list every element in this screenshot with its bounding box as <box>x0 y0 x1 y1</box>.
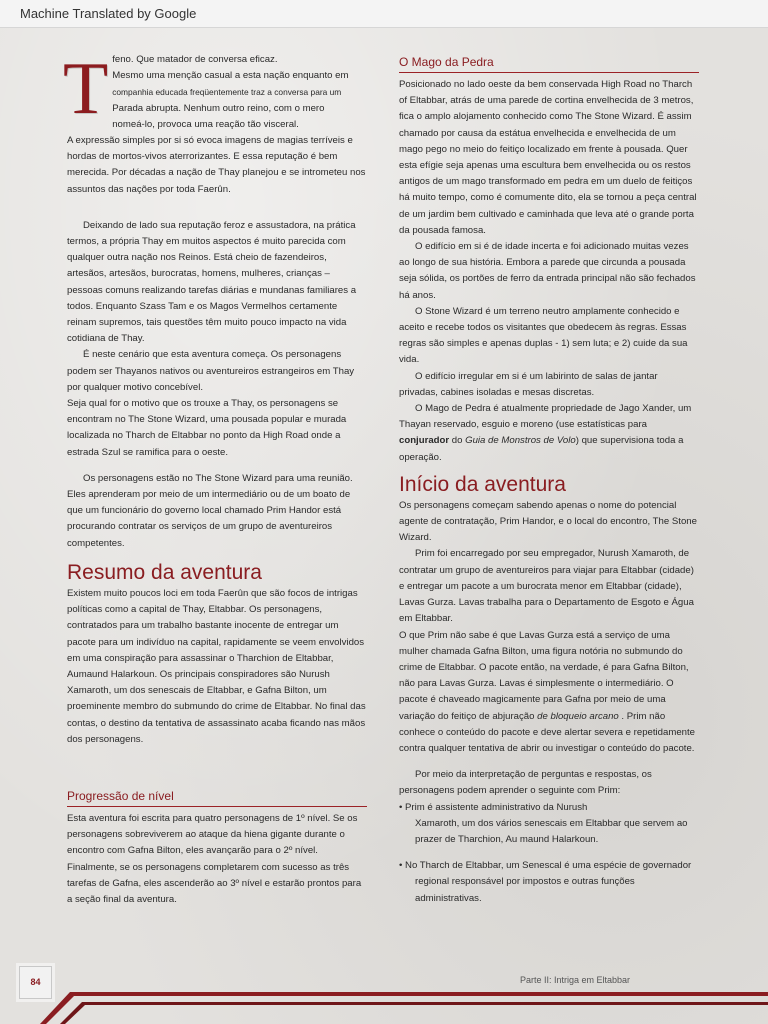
body-paragraph: O edifício em si é de idade incerta e foi adicionado muitas vezes ao longo de sua história. Embora a parede que circunda a pousada seja sólida, os portões de ferro da entrada principal não são fechados há anos. <box>399 241 696 301</box>
volo-guide-title: Guia de Monstros de Volo <box>465 435 576 447</box>
body-paragraph: Os personagens começam sabendo apenas o nome do potencial agente de contratação, Prim Handor, e o local do encontro, The Stone Wizard. <box>399 499 697 544</box>
intro-line: feno. Que matador de conversa eficaz. <box>112 54 278 65</box>
intro-line: nomeá-lo, provoca uma reação tão visceral. <box>112 118 299 130</box>
translation-banner <box>0 0 768 28</box>
section-title-inicio: Início da aventura <box>399 472 566 496</box>
spell-name: de bloqueio arcano <box>537 710 619 722</box>
body-paragraph: Deixando de lado sua reputação feroz e assustadora, na prática termos, a própria Thay em muitos aspectos é muito parecida com qualquer outra nação nos Reinos. Está cheio de fazendeiros, artesãos, artesãos, burocratas, homens, mulheres, crianças – pessoas comuns realizando tarefas diárias e mundanas familiares a todos. Enquanto Szass Tam e os Magos Vermelhos certamente reinam supremos, tais questões têm muito pouco impacto na vida cotidiana de Thay. <box>67 219 357 345</box>
banner-text: Machine Translated by Google <box>20 6 197 21</box>
bullet-item: • No Tharch de Eltabbar, um Senescal é uma espécie de governador <box>399 860 692 872</box>
body-paragraph: Existem muito poucos loci em toda Faerûn que são focos de intrigas políticas como a capital de Thay, Eltabbar. Os personagens, contratados para um trabalho bastante inocente de entregar um pacote para um indivíduo na capital, rapidamente se veem envolvidos em uma conspiração para assassinar o Tharchion de Eltabbar, Aumaund Halarkoun. Os principais conspiradores são Nurush Xamaroth, um dos senescais de Eltabbar, e Gafna Bilton, um proeminente membro do submundo do crime de Eltabbar. No final das contas, o destino da tentativa de assassinato acaba ficando nas mãos dos personagens. <box>67 587 366 745</box>
conjurador-term: conjurador <box>399 435 450 447</box>
body-paragraph: Os personagens estão no The Stone Wizard para uma reunião. Eles aprenderam por meio de um intermediário ou de um boato de que um funcionário do governo local chamado Prim Handor está procurando contratar os serviços de um grupo de aventureiros competentes. <box>67 472 353 549</box>
owner-text-2: do <box>449 435 466 447</box>
gafna-text: O que Prim não sabe é que Lavas Gurza está a serviço de uma mulher chamada Gafna Bilton, uma figura notória no submundo do crime de Eltabbar. O pacote então, na verdade, é para Gafna Bilton, não para Lavas Gurza. Lavas é simplesmente o intermediário. O pacote é chaveado magicamente para Gafna por meio de uma variação do feitiço de abjuração <box>399 629 689 722</box>
owner-text-3: ) que supervisiona toda a operação. <box>399 435 684 463</box>
body-paragraph: Por meio da interpretação de perguntas e respostas, os personagens podem aprender o seguinte com Prim: <box>399 769 652 797</box>
gafna-text-2: . Prim não conhece o conteúdo do pacote e deve alertar severa e repetidamente contra qualquer tentativa de abrir ou investigar o conteúdo do pacote. <box>399 710 696 754</box>
intro-block <box>63 48 367 133</box>
footer-part-label: Parte II: Intriga em Eltabbar <box>520 975 631 985</box>
body-paragraph: O edifício irregular em si é um labirinto de salas de jantar privadas, cabines isoladas e mesas discretas. <box>399 370 658 398</box>
bullet-subtext: Xamaroth, um dos vários senescais em Eltabbar que servem ao prazer de Tharchion, Au maund Halarkoun. <box>415 817 688 845</box>
drop-cap: T <box>63 48 109 130</box>
section-title-progressao: Progressão de nível <box>67 788 367 807</box>
left-column <box>63 48 367 908</box>
right-column <box>399 54 699 907</box>
body-paragraph: O Stone Wizard é um terreno neutro amplamente conhecido e aceito e recebe todos os visitantes que obedecem às regras. Essas regras são simples e apenas duplas - 1) sem luta; e 2) cuide da sua vida. <box>399 305 688 366</box>
intro-line: companhia educada freqüentemente traz a conversa para um <box>112 87 342 98</box>
body-paragraph: A expressão simples por si só evoca imagens de magias terríveis e hordas de mortos-vivos aterrorizantes. E essa reputação é bem merecida. Por décadas a nação de Thay planejou e se intrometeu nos assuntos das nações por toda Faerûn. <box>67 135 366 195</box>
body-paragraph: Seja qual for o motivo que os trouxe a Thay, os personagens se encontram no The Stone Wizard, uma pousada popular e murada localizada no Tharch de Eltabbar no ponto da High Road onde a estrada Szul se ramifica para o oeste. <box>67 398 347 458</box>
page-number: 84 <box>19 966 52 999</box>
footer-decoration <box>0 984 768 1024</box>
body-paragraph: Prim foi encarregado por seu empregador, Nurush Xamaroth, de contratar um grupo de aventureiros para viajar para Eltabbar (cidade) e entregar um pacote a um burocrata menor em Eltabbar (cidade), Lavas Gurza. Lavas trabalha para o Departamento de Esgoto e Água em Eltabbar. <box>399 548 694 625</box>
intro-line: Mesmo uma menção casual a esta nação enquanto em <box>112 70 349 82</box>
section-title-resumo: Resumo da aventura <box>67 560 262 584</box>
section-title-mago: O Mago da Pedra <box>399 54 699 73</box>
body-paragraph-owner <box>399 401 699 466</box>
body-paragraph: É neste cenário que esta aventura começa. Os personagens podem ser Thayanos nativos ou aventureiros estrangeiros em Thay por qualquer motivo concebível. <box>67 349 355 393</box>
owner-text: O Mago de Pedra é atualmente propriedade de Jago Xander, um Thayan reservado, esguio e moreno (use estatísticas para <box>399 403 692 431</box>
body-paragraph-gafna <box>399 628 699 758</box>
bullet-item: • Prim é assistente administrativo da Nurush <box>399 801 588 813</box>
bullet-subtext: regional responsável por impostos e outras funções administrativas. <box>415 876 635 904</box>
body-paragraph: Posicionado no lado oeste da bem conservada High Road no Tharch of Eltabbar, atrás de uma parede de cortina envelhecida de 3 metros, fica o amplo alojamento conhecido como The Stone Wizard. É assim chamado por causa da estátua envelhecida e envelhecida de um mago pego no meio do feitiço localizado em frente à pousada. Quer esta efígie seja apenas uma escultura bem envelhecida ou os restos antigos de um mago transformado em pedra em um duelo de feitiços há muito tempo, como é comumente dito, ela se tornou a peça central de um jardim bem cultivado e caminhada que leva até o grande porta da pousada famosa. <box>399 79 697 236</box>
body-paragraph: Esta aventura foi escrita para quatro personagens de 1º nível. Se os personagens sobreviverem ao ataque da hiena gigante durante o encontro com Gafna Bilton, eles avançarão para o 2º nível. Finalmente, se os personagens completarem com sucesso as três tarefas de Gafna, eles ascenderão ao 3º nível e estarão prontos para a seção final da aventura. <box>67 812 362 905</box>
intro-line: Parada abrupta. Nenhum outro reino, com o mero <box>112 102 325 114</box>
